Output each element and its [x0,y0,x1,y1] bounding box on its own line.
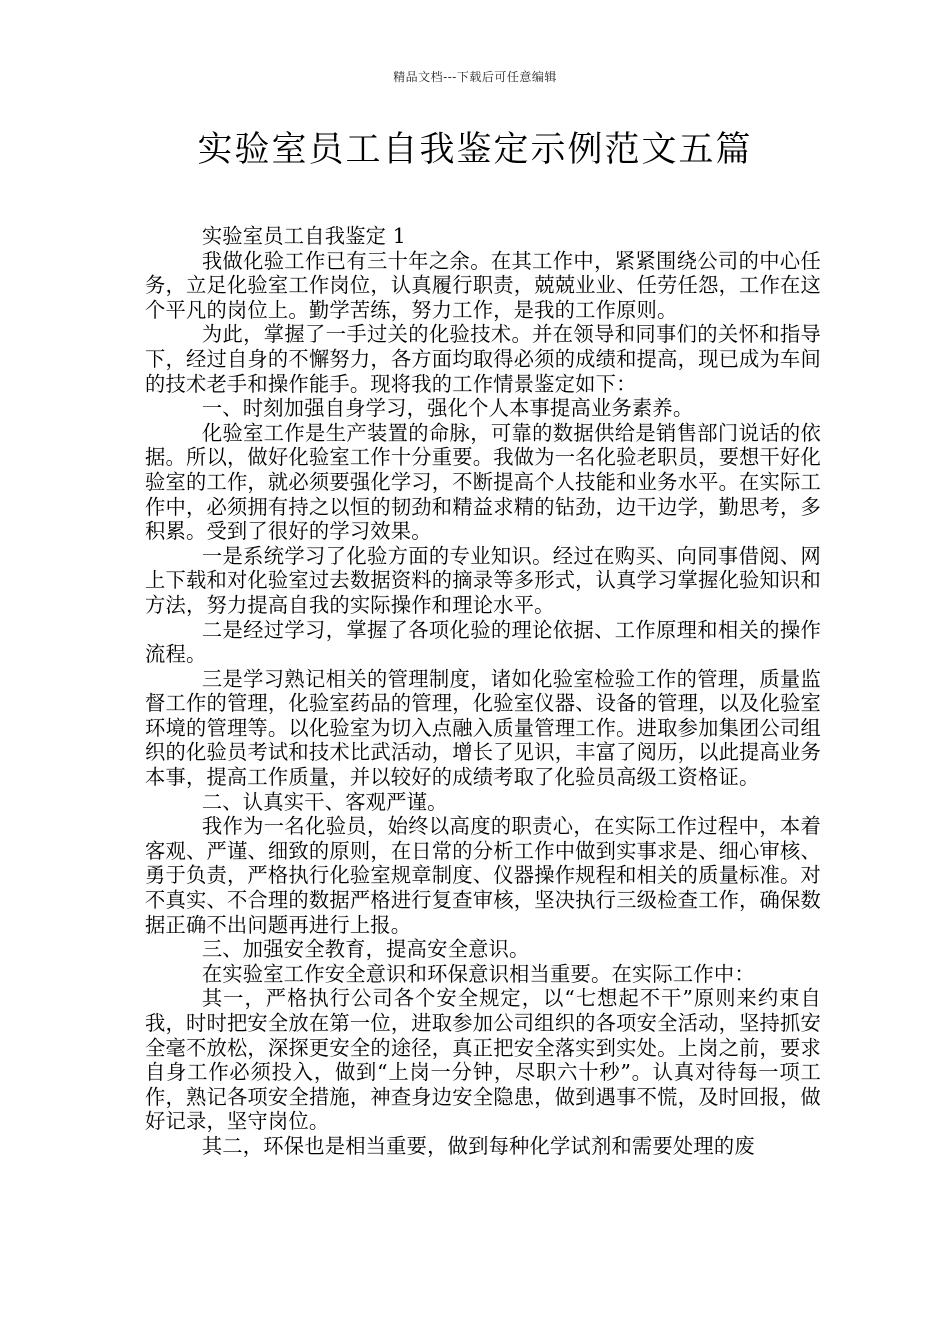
paragraph: 二是经过学习，掌握了各项化验的理论依据、工作原理和相关的操作流程。 [145,617,821,667]
header-note: 精品文档---下载后可任意编辑 [393,70,557,84]
paragraph: 我作为一名化验员，始终以高度的职责心，在实际工作过程中，本着客观、严谨、细致的原则，在日常的分析工作中做到实事求是、细心审核、勇于负责，严格执行化验室规章制度、仪器操作规程和相关的质量标准。对不真实、不合理的数据严格进行复查审核，坚决执行三级检查工作，确保数据正确不出问题再进行上报。 [145,814,821,937]
paragraph: 在实验室工作安全意识和环保意识相当重要。在实际工作中： [201,961,755,986]
paragraph-subheading: 三、加强安全教育，提高安全意识。 [201,937,530,962]
paragraph: 其一，严格执行公司各个安全规定，以“七想起不干”原则来约束自我，时时把安全放在第一位，进取参加公司组织的各项安全活动，坚持抓安全毫不放松，深探更安全的途径，真正把安全落实到实处。上岗之前，要求自身工作必须投入，做到“上岗一分钟，尽职六十秒”。认真对待每一项工作，熟记各项安全措施，神查身边安全隐患，做到遇事不慌，及时回报，做好记录，坚守岗位。 [145,986,821,1134]
document-title: 实验室员工自我鉴定示例范文五篇 [197,130,753,170]
document-body [145,224,821,1159]
paragraph: 其二，环保也是相当重要，做到每种化学试剂和需要处理的废 [201,1133,755,1158]
paragraph-subheading: 一、时刻加强自身学习，强化个人本事提高业务素养。 [201,396,694,421]
paragraph-subheading: 二、认真实干、客观严谨。 [201,789,448,814]
paragraph: 我做化验工作已有三十年之余。在其工作中，紧紧围绕公司的中心任务，立足化验室工作岗位，认真履行职责，兢兢业业、任劳任怨，工作在这个平凡的岗位上。勤学苦练，努力工作，是我的工作原则。 [145,248,821,322]
paragraph-section-heading: 实验室员工自我鉴定 1 [201,224,406,248]
paragraph: 化验室工作是生产装置的命脉，可靠的数据供给是销售部门说话的依据。所以，做好化验室工作十分重要。我做为一名化验老职员，要想干好化验室的工作，就必须要强化学习，不断提高个人技能和业务水平。在实际工作中，必须拥有持之以恒的韧劲和精益求精的钻劲，边干边学，勤思考，多积累。受到了很好的学习效果。 [145,420,821,544]
paragraph: 三是学习熟记相关的管理制度，诸如化验室检验工作的管理，质量监督工作的管理，化验室药品的管理，化验室仪器、设备的管理，以及化验室环境的管理等。以化验室为切入点融入质量管理工作。进取参加集团公司组织的化验员考试和技术比武活动，增长了见识，丰富了阅历，以此提高业务本事，提高工作质量，并以较好的成绩考取了化验员高级工资格证。 [145,666,821,790]
paragraph: 一是系统学习了化验方面的专业知识。经过在购买、向同事借阅、网上下载和对化验室过去数据资料的摘录等多形式，认真学习掌握化验知识和方法，努力提高自我的实际操作和理论水平。 [145,543,821,617]
paragraph: 为此，掌握了一手过关的化验技术。并在领导和同事们的关怀和指导下，经过自身的不懈努力，各方面均取得必须的成绩和提高，现已成为车间的技术老手和操作能手。现将我的工作情景鉴定如下： [145,322,821,396]
